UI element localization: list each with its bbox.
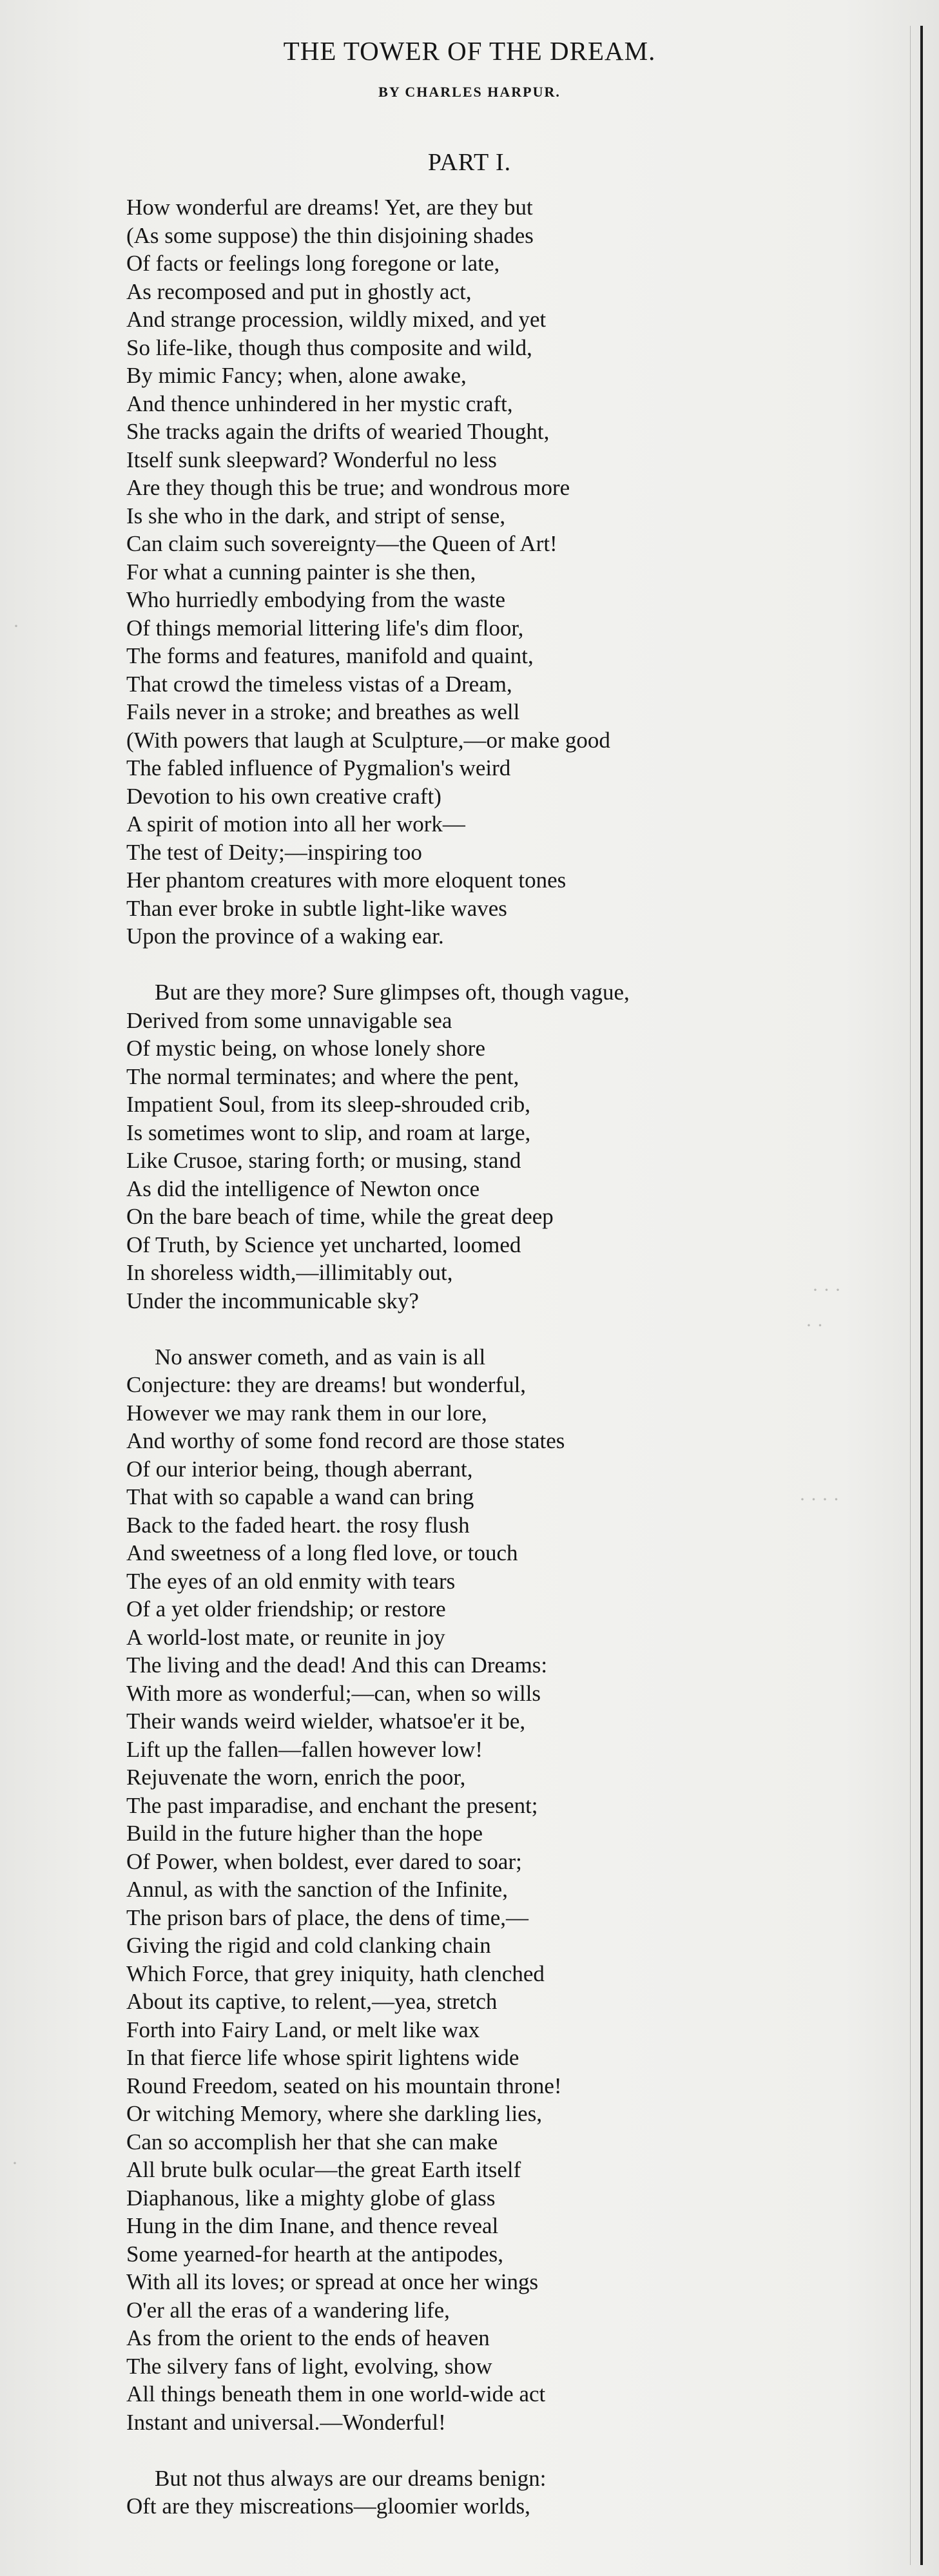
poem-line: The forms and features, manifold and quaint, — [126, 643, 534, 668]
stanza-gap — [126, 951, 900, 979]
poem-line: On the bare beach of time, while the great deep — [126, 1204, 554, 1229]
poem-line: Or witching Memory, where she darkling lies, — [126, 2101, 543, 2126]
poem-line: Upon the province of a waking ear. — [126, 924, 444, 949]
poem-line: The silvery fans of light, evolving, show — [126, 2353, 492, 2379]
poem-line: A spirit of motion into all her work— — [126, 811, 465, 837]
part-heading: PART I. — [427, 149, 512, 176]
poem-line: Which Force, that grey iniquity, hath clenched — [126, 1961, 545, 1986]
poem-line: Derived from some unnavigable sea — [126, 1007, 452, 1033]
poem-line: And worthy of some fond record are those states — [126, 1428, 565, 1453]
poem-line: How wonderful are dreams! Yet, are they but — [126, 195, 533, 220]
stanza — [126, 978, 900, 1315]
poem-line: Annul, as with the sanction of the Infinite, — [126, 1877, 508, 1902]
poem-line: O'er all the eras of a wandering life, — [126, 2297, 450, 2323]
poem-line: Of facts or feelings long foregone or late, — [126, 251, 500, 276]
poem-line: Lift up the fallen—fallen however low! — [126, 1736, 483, 1762]
poem-line: With more as wonderful;—can, when so wills — [126, 1680, 541, 1706]
poem-line: Giving the rigid and cold clanking chain — [126, 1933, 491, 1958]
bleed-through-mark: · · · — [812, 1279, 841, 1301]
poem-line: In shoreless width,—illimitably out, — [126, 1260, 453, 1285]
poem-line: So life-like, though thus composite and wild, — [126, 334, 532, 360]
poem-line: Devotion to his own creative craft) — [126, 783, 441, 809]
poem-line: Instant and universal.—Wonderful! — [126, 2409, 446, 2435]
poem-line: (With powers that laugh at Sculpture,—or make good — [126, 727, 610, 753]
poem-body — [126, 193, 900, 2521]
poem-line: Hung in the dim Inane, and thence reveal — [126, 2213, 499, 2238]
poem-line: That crowd the timeless vistas of a Dream, — [126, 671, 512, 697]
poem-line: Forth into Fairy Land, or melt like wax — [126, 2017, 480, 2042]
poem-line: And thence unhindered in her mystic craft, — [126, 391, 513, 416]
bleed-through-mark: · — [12, 2153, 18, 2174]
poem-line: And sweetness of a long fled love, or touch — [126, 1540, 518, 1565]
poem-line: Itself sunk sleepward? Wonderful no less — [126, 447, 497, 472]
poem-line: No answer cometh, and as vain is all — [155, 1344, 486, 1370]
poem-line: Impatient Soul, from its sleep-shrouded crib, — [126, 1092, 530, 1117]
poem-line: She tracks again the drifts of wearied Thought, — [126, 419, 550, 444]
poem-line: All brute bulk ocular—the great Earth itself — [126, 2157, 521, 2182]
poem-line: The past imparadise, and enchant the present; — [126, 1792, 538, 1818]
poem-line: Round Freedom, seated on his mountain throne! — [126, 2073, 562, 2098]
poem-line: Back to the faded heart. the rosy flush — [126, 1512, 470, 1538]
poem-line: Of Power, when boldest, ever dared to soar; — [126, 1848, 522, 1874]
bleed-through-mark: · · · · — [799, 1489, 840, 1510]
poem-byline: BY CHARLES HARPUR. — [378, 84, 561, 100]
poem-line: Of our interior being, though aberrant, — [126, 1456, 473, 1482]
poem-title: THE TOWER OF THE DREAM. — [283, 36, 656, 66]
poem-line: Some yearned-for hearth at the antipodes, — [126, 2241, 504, 2267]
stanza-gap — [126, 2436, 900, 2465]
stanza — [126, 2465, 900, 2521]
poem-line: Is sometimes wont to slip, and roam at large, — [126, 1119, 531, 1145]
poem-line: Of a yet older friendship; or restore — [126, 1596, 446, 1622]
poem-line: A world-lost mate, or reunite in joy — [126, 1624, 445, 1650]
poem-line: For what a cunning painter is she then, — [126, 559, 476, 585]
poem-line: Her phantom creatures with more eloquent tones — [126, 867, 566, 893]
poem-line: Of Truth, by Science yet uncharted, loomed — [126, 1232, 521, 1257]
poem-line: Who hurriedly embodying from the waste — [126, 587, 506, 612]
poem-line: Fails never in a stroke; and breathes as well — [126, 699, 520, 724]
poem-line: Of things memorial littering life's dim floor, — [126, 615, 524, 641]
stanza — [126, 1343, 900, 2437]
poem-line: As recomposed and put in ghostly act, — [126, 278, 472, 304]
bleed-through-mark: · · — [806, 1315, 824, 1336]
poem-line: But are they more? Sure glimpses oft, though vague, — [155, 980, 630, 1005]
stanza — [126, 193, 900, 951]
poem-line: In that fierce life whose spirit lightens wide — [126, 2045, 519, 2070]
poem-line: Rejuvenate the worn, enrich the poor, — [126, 1765, 466, 1790]
poem-line: All things beneath them in one world-wide act — [126, 2381, 546, 2407]
poem-line: Is she who in the dark, and stript of sense, — [126, 503, 506, 528]
poem-line: The living and the dead! And this can Dreams: — [126, 1652, 548, 1678]
poem-line: Conjecture: they are dreams! but wonderful, — [126, 1372, 527, 1397]
poem-line: But not thus always are our dreams benign: — [155, 2465, 547, 2491]
poem-line: Are they though this be true; and wondrous more — [126, 475, 570, 500]
poem-line: By mimic Fancy; when, alone awake, — [126, 363, 467, 388]
poem-line: As from the orient to the ends of heaven — [126, 2325, 490, 2350]
poem-line: Their wands weird wielder, whatsoe'er it be, — [126, 1709, 526, 1734]
poem-line: However we may rank them in our lore, — [126, 1400, 487, 1426]
stanza-gap — [126, 1315, 900, 1343]
poem-line: Under the incommunicable sky? — [126, 1288, 419, 1313]
column-divider — [920, 26, 923, 2565]
poem-line: Than ever broke in subtle light-like waves — [126, 895, 507, 921]
column-divider-thin — [910, 26, 911, 2565]
poem-line: The test of Deity;—inspiring too — [126, 839, 422, 865]
poem-line: That with so capable a wand can bring — [126, 1484, 474, 1509]
poem-line: Build in the future higher than the hope — [126, 1821, 483, 1846]
poem-line: Diaphanous, like a mighty globe of glass — [126, 2185, 496, 2211]
poem-line: Can claim such sovereignty—the Queen of Art! — [126, 531, 557, 556]
poem-line: The normal terminates; and where the pent, — [126, 1063, 519, 1089]
bleed-through-mark: · — [13, 615, 19, 637]
poem-line: Can so accomplish her that she can make — [126, 2129, 498, 2155]
poem-line: Oft are they miscreations—gloomier worlds, — [126, 2494, 530, 2519]
poem-line: With all its loves; or spread at once her wings — [126, 2269, 539, 2294]
poem-line: (As some suppose) the thin disjoining shades — [126, 222, 534, 248]
poem-line: The prison bars of place, the dens of time,— — [126, 1904, 528, 1930]
poem-line: Of mystic being, on whose lonely shore — [126, 1036, 485, 1061]
poem-line: And strange procession, wildly mixed, and yet — [126, 307, 547, 332]
poem-line: The eyes of an old enmity with tears — [126, 1568, 456, 1594]
poem-line: As did the intelligence of Newton once — [126, 1176, 480, 1201]
poem-line: The fabled influence of Pygmalion's weird — [126, 755, 511, 780]
poem-line: About its captive, to relent,—yea, stretch — [126, 1989, 498, 2014]
poem-line: Like Crusoe, staring forth; or musing, stand — [126, 1148, 521, 1173]
